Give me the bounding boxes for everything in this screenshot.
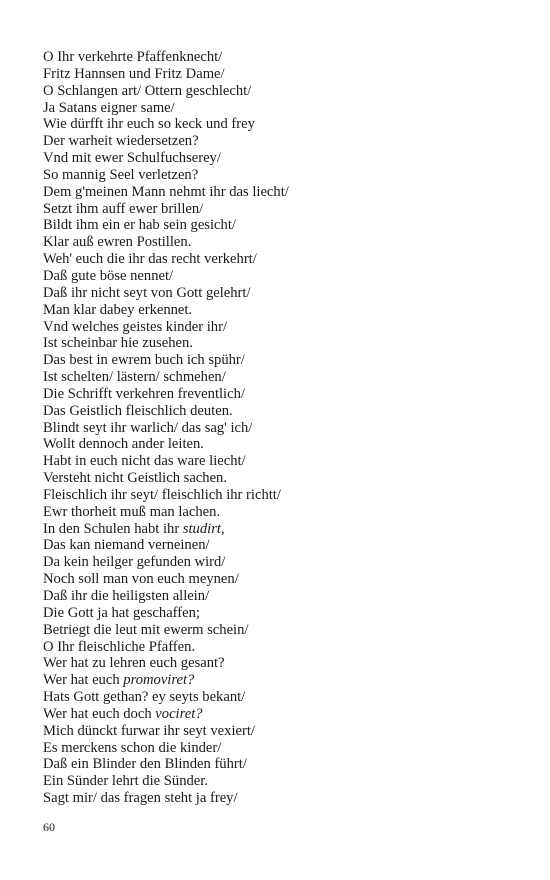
page-number: 60 (43, 820, 55, 834)
line-text: Noch soll man von euch meynen/ (43, 571, 239, 588)
poem-line (43, 302, 523, 319)
poem-line (43, 655, 523, 672)
line-text: Da kein heilger gefunden wird/ (43, 554, 226, 571)
line-text: Sagt mir/ das fragen steht ja frey/ (43, 790, 238, 807)
poem-line (43, 49, 523, 66)
poem-line (43, 133, 523, 150)
line-text: Versteht nicht Geistlich sachen. (43, 470, 227, 487)
line-text: Daß gute böse nennet/ (43, 267, 174, 284)
poem-line (43, 689, 523, 706)
poem-line (43, 386, 523, 403)
poem-text (43, 49, 523, 807)
poem-line (43, 116, 523, 133)
poem-line (43, 756, 523, 773)
poem-line (43, 706, 523, 723)
poem-line (43, 639, 523, 656)
italic-word: studirt (182, 520, 221, 537)
poem-line (43, 487, 523, 504)
line-text: Daß ihr nicht seyt von Gott gelehrt/ (43, 284, 251, 301)
line-text: Ein Sünder lehrt die Sünder. (43, 773, 208, 790)
poem-line (43, 150, 523, 167)
poem-line (43, 453, 523, 470)
line-text: Mich dünckt furwar ihr seyt vexiert/ (43, 722, 255, 739)
line-text: Wer hat euch doch (43, 705, 156, 722)
line-text: Ewr thorheit muß man lachen. (43, 503, 221, 520)
poem-line (43, 83, 523, 100)
poem-line (43, 352, 523, 369)
line-text: Vnd mit ewer Schulfuchserey/ (43, 150, 221, 167)
poem-line (43, 268, 523, 285)
poem-line (43, 605, 523, 622)
italic-word: promoviret? (123, 672, 195, 689)
line-text: Wer hat euch (43, 672, 124, 689)
poem-line (43, 403, 523, 420)
line-text: Die Gott ja hat geschaffen; (43, 604, 200, 621)
line-text: Ist scheinbar hie zusehen. (43, 335, 193, 352)
line-text: In den Schulen habt ihr (43, 520, 183, 537)
poem-line (43, 554, 523, 571)
line-text: Habt in euch nicht das ware liecht/ (43, 453, 246, 470)
line-text: Hats Gott gethan? ey seyts bekant/ (43, 689, 246, 706)
poem-line (43, 234, 523, 251)
line-text: Ja Satans eigner same/ (43, 99, 175, 116)
poem-line (43, 335, 523, 352)
line-text: O Schlangen art/ Ottern geschlecht/ (43, 82, 252, 99)
line-text: Das kan niemand verneinen/ (43, 537, 210, 554)
line-text: Das best in ewrem buch ich spühr/ (43, 352, 245, 369)
line-text: Bildt ihm ein er hab sein gesicht/ (43, 217, 236, 234)
poem-line (43, 319, 523, 336)
line-text: Vnd welches geistes kinder ihr/ (43, 318, 227, 335)
line-text: , (220, 520, 225, 537)
poem-line (43, 790, 523, 807)
line-text: Blindt seyt ihr warlich/ das sag' ich/ (43, 419, 253, 436)
line-text: Wollt dennoch ander leiten. (43, 436, 204, 453)
poem-line (43, 588, 523, 605)
poem-line (43, 740, 523, 757)
poem-line (43, 773, 523, 790)
line-text: Fritz Hannsen und Fritz Dame/ (43, 65, 225, 82)
poem-line (43, 251, 523, 268)
line-text: Ist schelten/ lästern/ schmehen/ (43, 369, 226, 386)
line-text: Es merckens schon die kinder/ (43, 739, 222, 756)
poem-line (43, 201, 523, 218)
poem-line (43, 504, 523, 521)
line-text: O Ihr fleischliche Pfaffen. (43, 638, 196, 655)
line-text: Klar auß ewren Postillen. (43, 234, 192, 251)
line-text: Wie dürfft ihr euch so keck und frey (43, 116, 255, 133)
poem-line (43, 420, 523, 437)
line-text: Dem g'meinen Mann nehmt ihr das liecht/ (43, 183, 289, 200)
line-text: Setzt ihm auff ewer brillen/ (43, 200, 204, 217)
line-text: Fleischlich ihr seyt/ fleischlich ihr richtt/ (43, 486, 281, 503)
poem-line (43, 622, 523, 639)
line-text: Die Schrifft verkehren freventlich/ (43, 385, 245, 402)
line-text: O Ihr verkehrte Pfaffenknecht/ (43, 49, 223, 65)
poem-line (43, 470, 523, 487)
poem-line (43, 100, 523, 117)
poem-line (43, 66, 523, 83)
poem-line (43, 521, 523, 538)
poem-line (43, 672, 523, 689)
line-text: Weh' euch die ihr das recht verkehrt/ (43, 251, 257, 268)
poem-line (43, 285, 523, 302)
line-text: So mannig Seel verletzen? (43, 166, 199, 183)
line-text: Wer hat zu lehren euch gesant? (43, 655, 225, 672)
poem-line (43, 723, 523, 740)
line-text: Der warheit wiedersetzen? (43, 133, 199, 150)
poem-line (43, 167, 523, 184)
poem-line (43, 571, 523, 588)
line-text: Betriegt die leut mit ewerm schein/ (43, 621, 249, 638)
poem-line (43, 217, 523, 234)
line-text: Man klar dabey erkennet. (43, 301, 193, 318)
poem-line (43, 537, 523, 554)
italic-word: vociret? (155, 705, 203, 722)
poem-line (43, 369, 523, 386)
line-text: Daß ihr die heiligsten allein/ (43, 588, 210, 604)
line-text: Das Geistlich fleischlich deuten. (43, 402, 233, 419)
line-text: Daß ein Blinder den Blinden führt/ (43, 756, 247, 773)
poem-line (43, 436, 523, 453)
poem-line (43, 184, 523, 201)
